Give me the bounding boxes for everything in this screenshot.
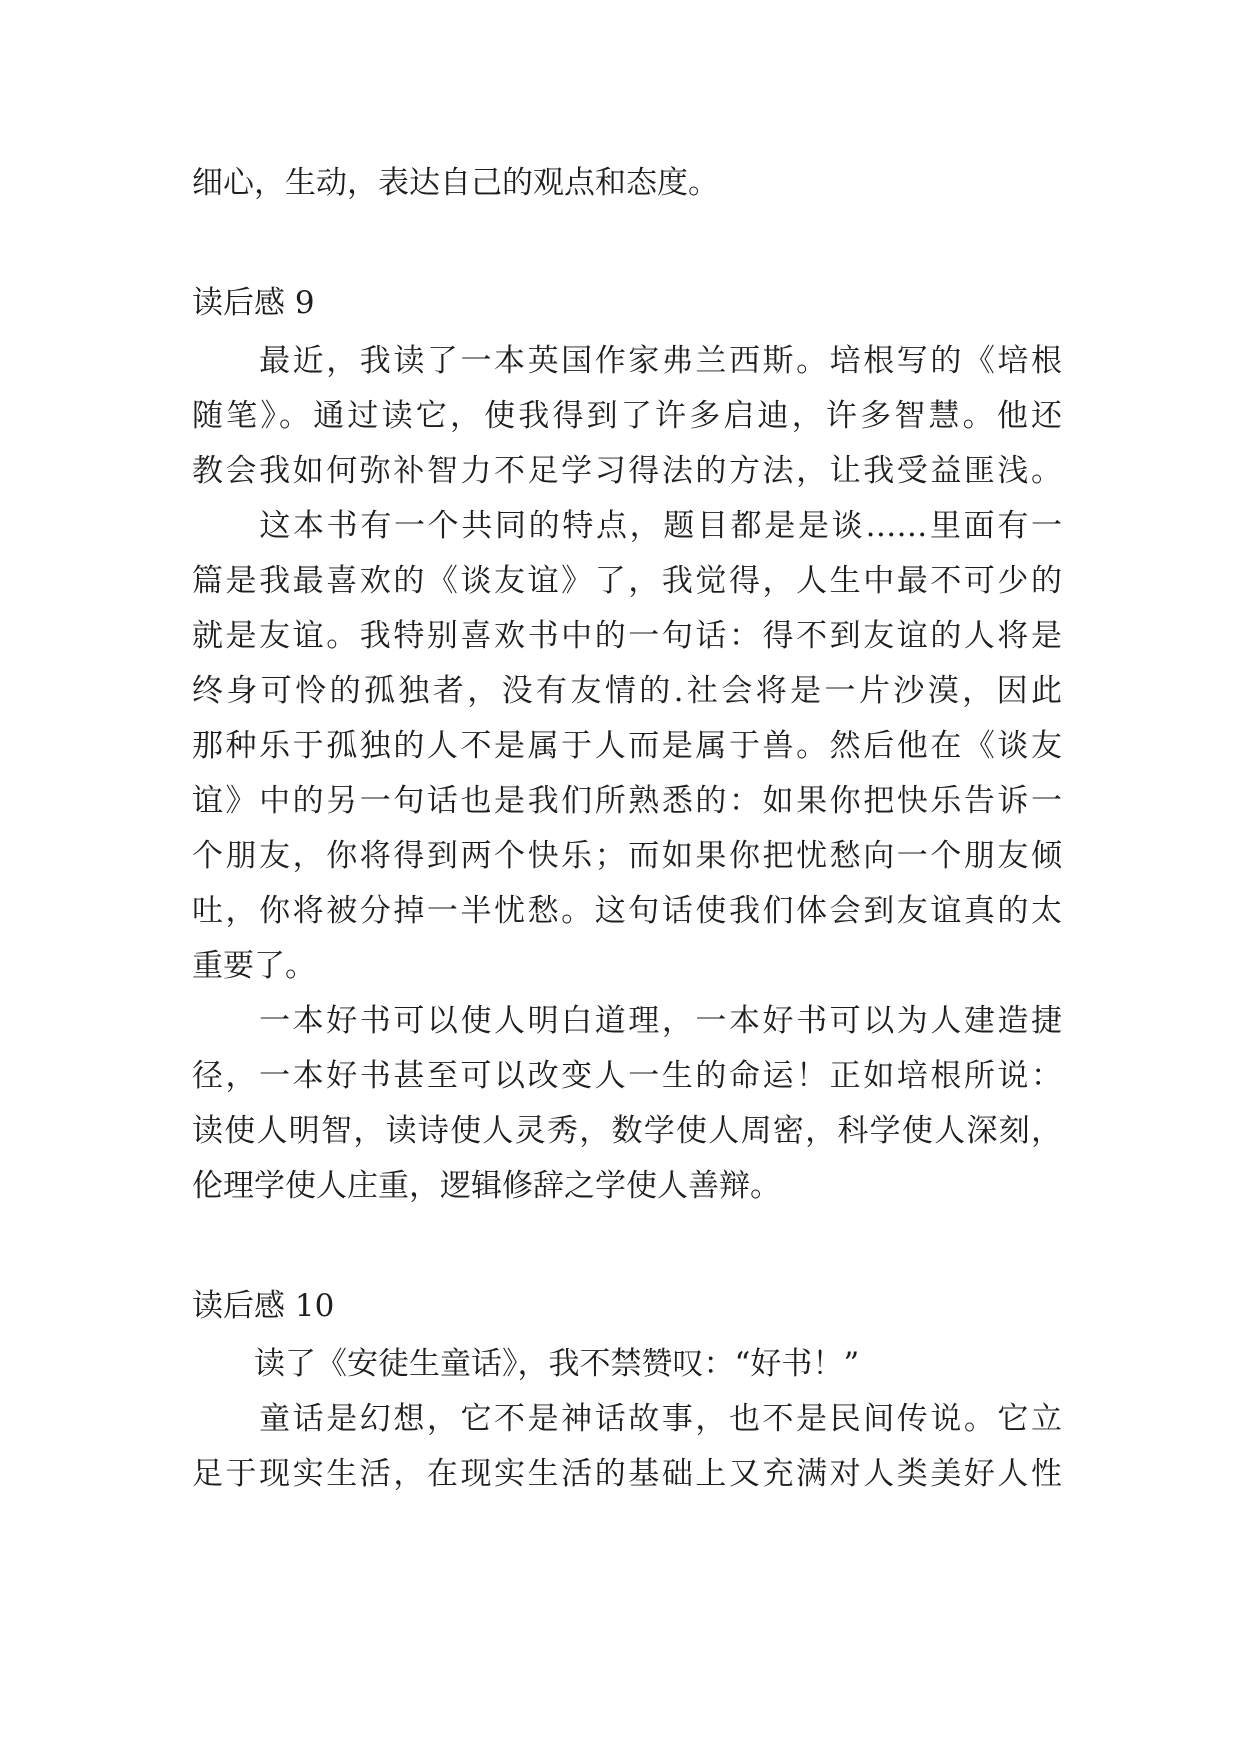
paragraph-line: 童话是幻想，它不是神话故事，也不是民间传说。它立 (192, 1401, 1062, 1437)
paragraph-line: 就是友谊。我特别喜欢书中的一句话：得不到友谊的人将是 (192, 618, 1062, 654)
paragraph-line: 教会我如何弥补智力不足学习得法的方法，让我受益匪浅。 (192, 453, 1062, 489)
paragraph-line: 读使人明智，读诗使人灵秀，数学使人周密，科学使人深刻， (192, 1113, 1062, 1149)
paragraph-line: 个朋友，你将得到两个快乐；而如果你把忧愁向一个朋友倾 (192, 838, 1062, 874)
paragraph-line: 足于现实生活，在现实生活的基础上又充满对人类美好人性 (192, 1456, 1062, 1492)
paragraph-line: 读了《安徒生童话》，我不禁赞叹：“好书！” (192, 1346, 860, 1382)
paragraph-line: 谊》中的另一句话也是我们所熟悉的：如果你把快乐告诉一 (192, 783, 1062, 819)
paragraph-line: 最近，我读了一本英国作家弗兰西斯。培根写的《培根 (192, 343, 1062, 379)
paragraph-line: 随笔》。通过读它，使我得到了许多启迪，许多智慧。他还 (192, 398, 1062, 434)
paragraph-line: 篇是我最喜欢的《谈友谊》了，我觉得，人生中最不可少的 (192, 563, 1062, 599)
paragraph-line: 那种乐于孤独的人不是属于人而是属于兽。然后他在《谈友 (192, 728, 1062, 764)
paragraph-line: 径，一本好书甚至可以改变人一生的命运！正如培根所说： (192, 1058, 1062, 1094)
paragraph-line: 一本好书可以使人明白道理，一本好书可以为人建造捷 (192, 1003, 1062, 1039)
paragraph-line: 重要了。 (192, 948, 316, 984)
section-heading-9: 读后感 9 (192, 285, 315, 321)
paragraph-line: 细心，生动，表达自己的观点和态度。 (192, 165, 719, 201)
paragraph-line: 吐，你将被分掉一半忧愁。这句话使我们体会到友谊真的太 (192, 893, 1062, 929)
section-heading-10: 读后感 10 (192, 1288, 335, 1324)
paragraph-line: 这本书有一个共同的特点，题目都是是谈……里面有一 (192, 508, 1062, 544)
paragraph-line: 终身可怜的孤独者，没有友情的.社会将是一片沙漠，因此 (192, 673, 1062, 709)
paragraph-line: 伦理学使人庄重，逻辑修辞之学使人善辩。 (192, 1168, 781, 1204)
